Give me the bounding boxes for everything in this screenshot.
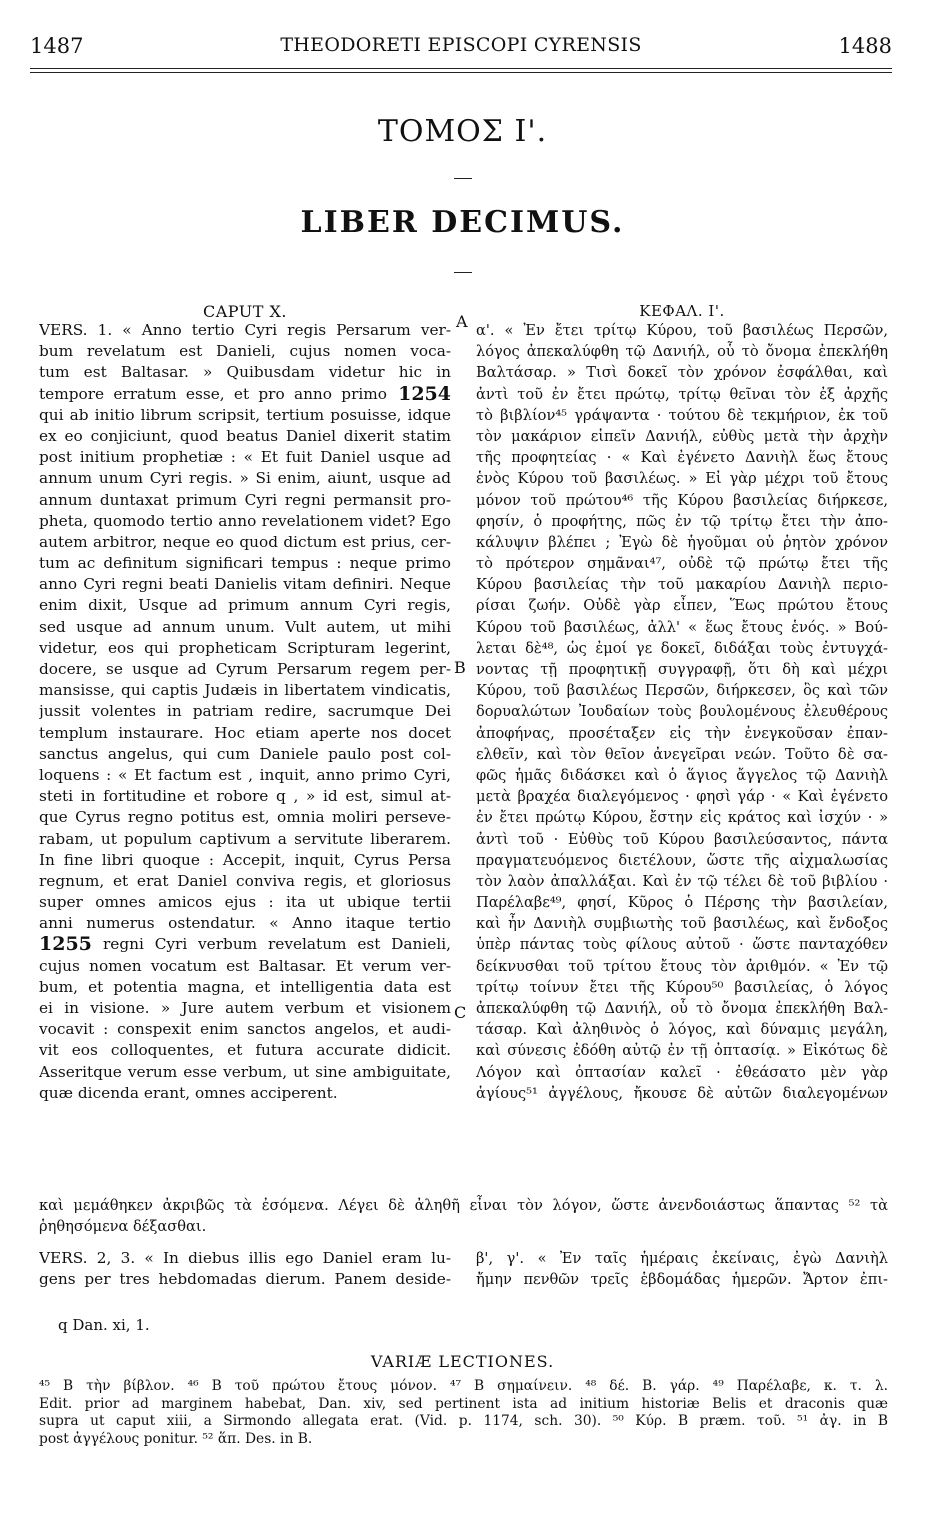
greek-line: τρίτῳ τοίνυν ἔτει τῆς Κύρου⁵⁰ βασιλείας, ὁ λόγος xyxy=(476,978,888,996)
greek-line: δείκνυσθαι τοῦ τρίτου ἔτους τὸν ἀριθμόν. « Ἐν τῷ xyxy=(476,957,888,975)
latin-line: tum est Baltasar. » Quibusdam videtur hic in xyxy=(39,363,451,382)
latin-line: vocavit : conspexit enim sanctos angelos, et audi- xyxy=(39,1020,451,1039)
greek-line: Κύρου βασιλείας τὴν τοῦ μακαρίου Δανιὴλ περιο- xyxy=(476,576,888,594)
greek-line: καὶ ἦν Δανιὴλ συμβιωτὴς τοῦ βασιλέως, καὶ ἔνδοξος xyxy=(476,915,888,933)
tomos-title: ΤΟΜΟΣ Ι'. xyxy=(377,114,548,149)
greek-line: ἑνὸς Κύρου τοῦ βασιλέως. » Εἰ γὰρ μέχρι τοῦ ἔτους xyxy=(476,470,888,488)
greek-line: μετὰ βραχέα διαλεγόμενος · φησὶ γάρ · « Καὶ ἐγένετο xyxy=(476,788,888,806)
greek-line: τὸ βιβλίον⁴⁵ γράψαντα · τούτου δὲ τεκμήριον, ἐκ τοῦ xyxy=(476,406,888,424)
header-rule-thin xyxy=(30,72,892,73)
greek-line: τάσαρ. Καὶ ἀληθινὸς ὁ λόγος, καὶ δύναμις μεγάλη, xyxy=(476,1021,888,1039)
greek-line: φῶς ἡμᾶς διδάσκει καὶ ὁ ἅγιος ἄγγελος τῷ Δανιὴλ xyxy=(476,766,888,784)
latin-line: sed usque ad annum unum. Vult autem, ut mihi xyxy=(39,617,451,636)
greek-line: Λόγον καὶ ὀπτασίαν καλεῖ · ἐθεάσατο μὲν γὰρ xyxy=(476,1063,888,1081)
latin-line-text: regni Cyri verbum revelatum est Danieli, xyxy=(103,935,451,954)
latin-line: mansisse, qui captis Judæis in libertatem vindicatis, xyxy=(39,681,451,700)
page-number-left: 1487 xyxy=(30,34,84,58)
greek-line: ελθεῖν, καὶ τὸν θεῖον ἀνεγεῖραι νεών. Τοῦτο δὲ σα- xyxy=(476,745,888,763)
latin-line: anno Cyri regni beati Danielis vitam definiri. Neque xyxy=(39,575,451,594)
greek-line: τῆς προφητείας · « Καὶ ἐγένετο Δανιὴλ ἕως ἔτους xyxy=(476,449,888,467)
latin-line: videtur, eos qui propheticam Scripturam legerint, xyxy=(39,638,451,657)
header-rule-thick xyxy=(30,68,892,69)
margin-letter-c: C xyxy=(454,1003,467,1022)
latin-line: post initium prophetiæ : « Et fuit Daniel usque ad xyxy=(39,448,451,467)
latin-line: super omnes amicos ejus : ita ut ubique tertii xyxy=(39,893,451,912)
greek-line: ἀντὶ τοῦ · Εὐθὺς τοῦ Κύρου βασιλεύσαντος, πάντα xyxy=(476,830,888,848)
running-title: THEODORETI EPISCOPI CYRENSIS xyxy=(280,34,642,56)
latin-line: vit eos colloquentes, et futura accurate didicit. xyxy=(39,1041,451,1060)
latin-line xyxy=(39,384,451,405)
latin-line: enim dixit, Usque ad primum annum Cyri regis, xyxy=(39,596,451,615)
variant-note-line: ⁴⁵ B τὴν βίβλον. ⁴⁶ B τοῦ πρώτου ἔτους μόνον. ⁴⁷ B σημαίνειν. ⁴⁸ δέ. B. γάρ. ⁴⁹ Παρέλαβε, κ. τ. λ. xyxy=(39,1378,888,1394)
latin-line: docere, se usque ad Cyrum Persarum regem per- xyxy=(39,660,451,678)
latin-vers-2-3 xyxy=(39,1248,451,1290)
title-divider xyxy=(454,178,472,179)
latin-line: cujus nomen vocatum est Baltasar. Et verum ver- xyxy=(39,956,451,975)
greek-line: Παρέλαβε⁴⁹, φησί, Κῦρος ὁ Πέρσης τὴν βασιλείαν, xyxy=(476,894,888,912)
latin-line: loquens : « Et factum est , inquit, anno primo Cyri, xyxy=(39,765,451,784)
greek-line: Βαλτάσαρ. » Τισὶ δοκεῖ τὸν χρόνον ἐσφάλθαι, καὶ xyxy=(476,364,888,382)
greek-line: ὑπὲρ πάντας τοὺς φίλους αὐτοῦ · ὥστε πανταχόθεν xyxy=(476,936,888,954)
latin-line: gens per tres hebdomadas dierum. Panem deside- xyxy=(39,1270,451,1289)
latin-line: quæ dicenda erant, omnes acciperent. xyxy=(39,1083,338,1102)
latin-line: qui ab initio librum scripsit, tertium posuisse, idque xyxy=(39,405,451,424)
greek-chapter-heading: ΚΕΦΑΛ. Ι'. xyxy=(639,302,725,320)
latin-chapter-heading: CAPUT X. xyxy=(203,302,287,321)
latin-line: annum unum Cyri regis. » Si enim, aiunt, usque ad xyxy=(39,469,451,488)
latin-line: bum revelatum est Danieli, cujus nomen voca- xyxy=(39,342,451,361)
greek-line: ἀπεκαλύφθη τῷ Δανιήλ, οὗ τὸ ὄνομα ἐπεκλήθη Βαλ- xyxy=(476,1000,888,1017)
latin-line: annum duntaxat primum Cyri regni permansit pro- xyxy=(39,490,451,509)
variant-note-line: post ἀγγέλους ponitur. ⁵² ἅπ. Des. in B. xyxy=(39,1430,313,1447)
title-divider xyxy=(454,272,472,273)
latin-line: anni numerus ostendatur. « Anno itaque tertio xyxy=(39,914,451,933)
greek-line: τὸν λαὸν ἀπαλλάξαι. Καὶ ἐν τῷ τέλει δὲ τοῦ βιβλίου · xyxy=(476,872,888,890)
margin-letter-b: B xyxy=(454,658,466,677)
running-header xyxy=(30,34,892,64)
column-page-number: 1254 xyxy=(398,383,451,405)
greek-line: ἀντὶ τοῦ ἐν ἔτει πρώτῳ, τρίτῳ θεῖναι τὸν ἐξ ἀρχῆς xyxy=(476,385,888,403)
greek-line: δορυαλώτων Ἰουδαίων τοὺς βουλομένους ἐλευθέρους xyxy=(476,703,888,721)
latin-column xyxy=(39,320,451,1104)
greek-line: πραγματευόμενος διετέλουν, ὥστε τῆς αἰχμαλωσίας xyxy=(476,851,888,869)
greek-line: φησίν, ὁ προφήτης, πῶς ἐν τῷ τρίτῳ ἔτει τὴν ἀπο- xyxy=(476,512,888,530)
greek-line: μόνον τοῦ πρώτου⁴⁶ τῆς Κύρου βασιλείας διήρκεσε, xyxy=(476,491,888,509)
latin-line: ex eo conjiciunt, quod beatus Daniel dixerit statim xyxy=(39,426,451,445)
latin-line: pheta, quomodo tertio anno revelationem videt? Ego xyxy=(39,511,451,530)
span-line: ῥηθησόμενα δέξασθαι. xyxy=(39,1218,207,1235)
greek-line: β', γ'. « Ἐν ταῖς ἡμέραις ἐκείναις, ἐγὼ Δανιὴλ xyxy=(476,1250,888,1267)
greek-line: καὶ σύνεσις ἐδόθη αὐτῷ ἐν τῇ ὀπτασίᾳ. » Εἰκότως δὲ xyxy=(476,1042,888,1060)
latin-line: regnum, et erat Daniel conviva regis, et gloriosus xyxy=(39,871,451,890)
greek-line: τὸ πρότερον σημᾶναι⁴⁷, οὐδὲ τῷ πρώτῳ ἔτει τῆς xyxy=(476,555,888,573)
latin-line: jussit volentes in patriam redire, sacrumque Dei xyxy=(39,702,451,721)
column-page-number: 1255 xyxy=(39,934,92,956)
greek-line: κάλυψιν βλέπει ; Ἐγὼ δὲ ἡγοῦμαι οὐ ῥητὸν χρόνον xyxy=(476,533,888,551)
latin-line: ei in visione. » Jure autem verbum et visionem xyxy=(39,999,451,1017)
greek-line: λόγος ἀπεκαλύφθη τῷ Δανιήλ, οὗ τὸ ὄνομα ἐπεκλήθη xyxy=(476,343,888,361)
variae-lectiones-notes xyxy=(39,1378,888,1448)
greek-line: ἐν ἔτει πρώτῳ Κύρου, ἔστην εἰς κράτος καὶ ἰσχύν · » xyxy=(476,809,888,827)
variant-note-line: Edit. prior ad marginem habebat, Dan. xiv, sed pertinent ista ad initium historiæ Belis et draconis quæ xyxy=(39,1395,888,1412)
page-number-right: 1488 xyxy=(838,34,892,58)
margin-letter-a: A xyxy=(456,312,468,331)
greek-line: Κύρου, τοῦ βασιλέως Περσῶν, διήρκεσεν, ὃς καὶ τῶν xyxy=(476,682,888,700)
latin-line: que Cyrus regno potitus est, omnia moliri perseve- xyxy=(39,808,451,827)
latin-line: rabam, ut populum captivum a servitute liberarem. xyxy=(39,829,451,848)
latin-line: templum instaurare. Hoc etiam aperte nos docet xyxy=(39,723,451,742)
latin-line: steti in fortitudine et robore q , » id est, simul at- xyxy=(39,787,451,806)
greek-line: τὸν μακάριον εἰπεῖν Δανιήλ, εὐθὺς μετὰ τὴν ἀρχὴν xyxy=(476,427,888,445)
greek-line: Κύρου τοῦ βασιλέως, ἀλλ' « ἕως ἔτους ἑνός. » Βού- xyxy=(476,618,888,636)
variae-lectiones-title: VARIÆ LECTIONES. xyxy=(370,1352,555,1371)
latin-line: autem arbitror, neque eo quod dictum est prius, cer- xyxy=(39,532,451,551)
greek-line: νοντας τῇ προφητικῇ συγγραφῇ, ὅτι δὴ καὶ μέχρι xyxy=(476,661,888,678)
latin-line: sanctus angelus, qui cum Daniele paulo post col- xyxy=(39,744,451,763)
liber-title: LIBER DECIMUS. xyxy=(300,205,625,240)
latin-line-text: tempore erratum esse, et pro anno primo xyxy=(39,384,387,403)
greek-line: ἀποφήνας, προσέταξεν εἰς τὴν ἐνεγκοῦσαν ἐπαν- xyxy=(476,724,888,742)
spanning-greek-text xyxy=(39,1195,888,1237)
greek-column xyxy=(476,320,888,1104)
greek-line: ρίσαι ζωήν. Οὐδὲ γὰρ εἶπεν, Ἕως πρώτου ἔτους xyxy=(476,597,888,615)
latin-line: Asseritque verum esse verbum, ut sine ambiguitate, xyxy=(39,1062,451,1081)
latin-line: In fine libri quoque : Accepit, inquit, Cyrus Persa xyxy=(39,850,451,869)
scripture-footnote: q Dan. xi, 1. xyxy=(58,1316,150,1334)
span-line: καὶ μεμάθηκεν ἀκριβῶς τὰ ἐσόμενα. Λέγει δὲ ἀληθῆ εἶναι τὸν λόγον, ὥστε ἀνενδοιάστως ἅπαντας ⁵² τὰ xyxy=(39,1197,888,1214)
latin-line: bum, et potentia magna, et intelligentia data est xyxy=(39,977,451,996)
latin-line: VERS. 1. « Anno tertio Cyri regis Persarum ver- xyxy=(39,321,451,339)
greek-line: α'. « Ἐν ἔτει τρίτῳ Κύρου, τοῦ βασιλέως Περσῶν, xyxy=(476,322,888,339)
latin-line xyxy=(39,934,451,955)
latin-line: VERS. 2, 3. « In diebus illis ego Daniel eram lu- xyxy=(39,1249,451,1267)
greek-line: ἁγίους⁵¹ ἀγγέλους, ἤκουσε δὲ αὐτῶν διαλεγομένων xyxy=(476,1084,888,1102)
variant-note-line: supra ut caput xiii, a Sirmondo allegata erat. (Vid. p. 1174, sch. 30). ⁵⁰ Κύρ. B præm. τοῦ. ⁵¹ ἀγ. in B xyxy=(39,1413,888,1429)
latin-line: tum ac definitum significari tempus : neque primo xyxy=(39,554,451,573)
greek-vers-2-3 xyxy=(476,1248,888,1290)
greek-line: ἤμην πενθῶν τρεῖς ἑβδομάδας ἡμερῶν. Ἄρτον ἐπι- xyxy=(476,1271,888,1289)
greek-line: λεται δὲ⁴⁸, ὡς ἐμοί γε δοκεῖ, διδάξαι τοὺς ἐντυγχά- xyxy=(476,639,888,657)
